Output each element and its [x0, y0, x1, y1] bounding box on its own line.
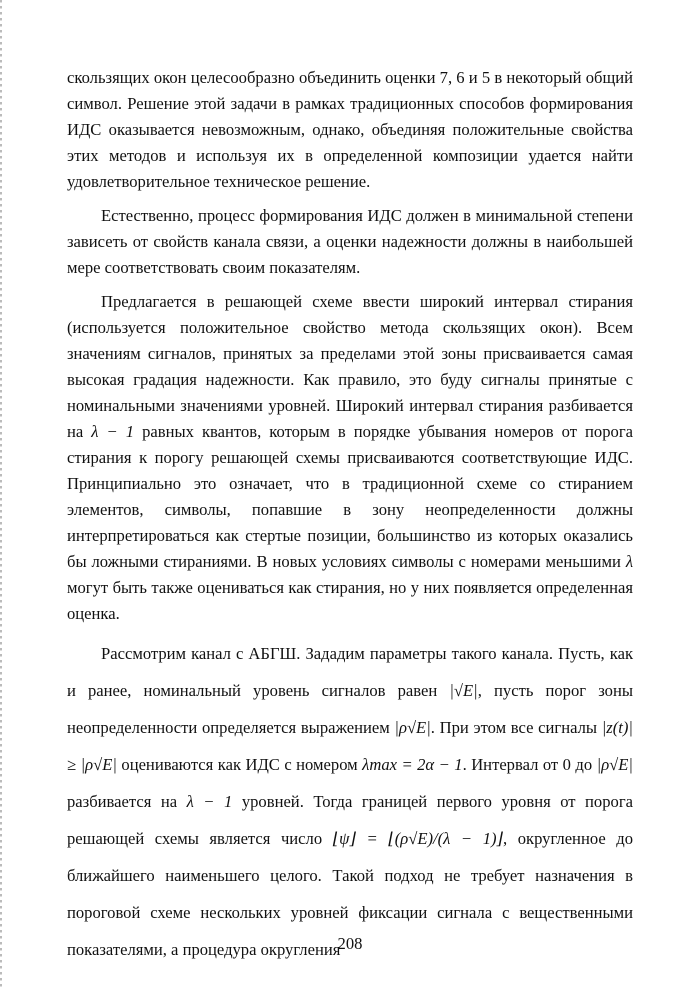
page-number: 208: [337, 934, 363, 953]
formula-lambda-max: λmax = 2α − 1: [362, 755, 463, 774]
paragraph-2-text: Естественно, процесс формирования ИДС должен в минимальной степени зависеть от свойств канала связи, а оценки надежности должны в наибольшей мере соответствовать своим показателям.: [67, 206, 633, 277]
formula-threshold: |ρ√E|: [394, 718, 431, 737]
paragraph-3-text-a: Предлагается в решающей схеме ввести широкий интервал стирания (используется положительное свойство метода скользящих окон). Всем значениям сигналов, принятых за пределами этой зоны присваивается самая высокая градация надежности. Как правило, это буду сигналы принятые с номинальными значениями уровней. Широкий интервал стирания разбивается на: [67, 292, 633, 441]
paragraph-2: [67, 203, 633, 281]
formula-lambda: λ: [625, 552, 633, 571]
paragraph-4-text-g: уровней. Тогда границей первого уровня от порога решающей схемы является число: [67, 792, 633, 848]
paragraph-4-text-e: . Интервал от 0 до: [462, 755, 597, 774]
paragraph-4-text-a: Рассмотрим канал с АБГШ. Зададим параметры такого канала. Пусть, как и ранее, номинальный уровень сигналов равен: [67, 644, 633, 700]
paragraph-4: [67, 635, 633, 968]
paragraph-4-text-c: . При этом все сигналы: [430, 718, 602, 737]
paragraph-3-text-b: равных квантов, которым в порядке убывания номеров от порога стирания к порогу решающей схемы присваиваются соответствующие ИДС. Принципиально это означает, что в традиционной схеме со стиранием элементов, символы, попавшие в зону неопределенности должны интерпретироваться как стертые позиции, большинство из которых оказались бы ложными стираниями. В новых условиях символы с номерами меньшими: [67, 422, 633, 571]
paragraph-1: [67, 65, 633, 195]
formula-lambda-minus-one: λ − 1: [91, 422, 135, 441]
formula-psi-floor: ⌊ψ⌋ = ⌊(ρ√E)/(λ − 1)⌋: [332, 829, 503, 848]
paragraph-1-text: скользящих окон целесообразно объединить оценки 7, 6 и 5 в некоторый общий символ. Решение этой задачи в рамках традиционных способов формирования ИДС оказывается невозможным, однако, объединяя положительные свойства этих методов и используя их в определенной композиции удается найти удовлетворительное техническое решение.: [67, 68, 633, 191]
paragraph-4-text-f: разбивается на: [67, 792, 187, 811]
formula-levels: λ − 1: [186, 792, 233, 811]
formula-nominal-level: |√E|: [449, 681, 478, 700]
page-edge: [0, 0, 2, 990]
paragraph-4-text-h: , округленное до ближайшего наименьшего целого. Такой подход не требует назначения в пороговой схеме нескольких уровней фиксации сигнала с вещественными показателями, а процедура округления: [67, 829, 633, 959]
formula-interval-end: |ρ√E|: [596, 755, 633, 774]
paragraph-4-text-b: , пусть порог зоны неопределенности определяется выражением: [67, 681, 633, 737]
paragraph-3-text-c: могут быть также оцениваться как стирания, но у них появляется определенная оценка.: [67, 578, 633, 623]
paragraph-3: [67, 289, 633, 627]
formula-signal-condition: |z(t)| ≥ |ρ√E|: [67, 718, 633, 774]
paragraph-4-text-d: оцениваются как ИДС с номером: [116, 755, 363, 774]
page-body: [67, 65, 633, 976]
